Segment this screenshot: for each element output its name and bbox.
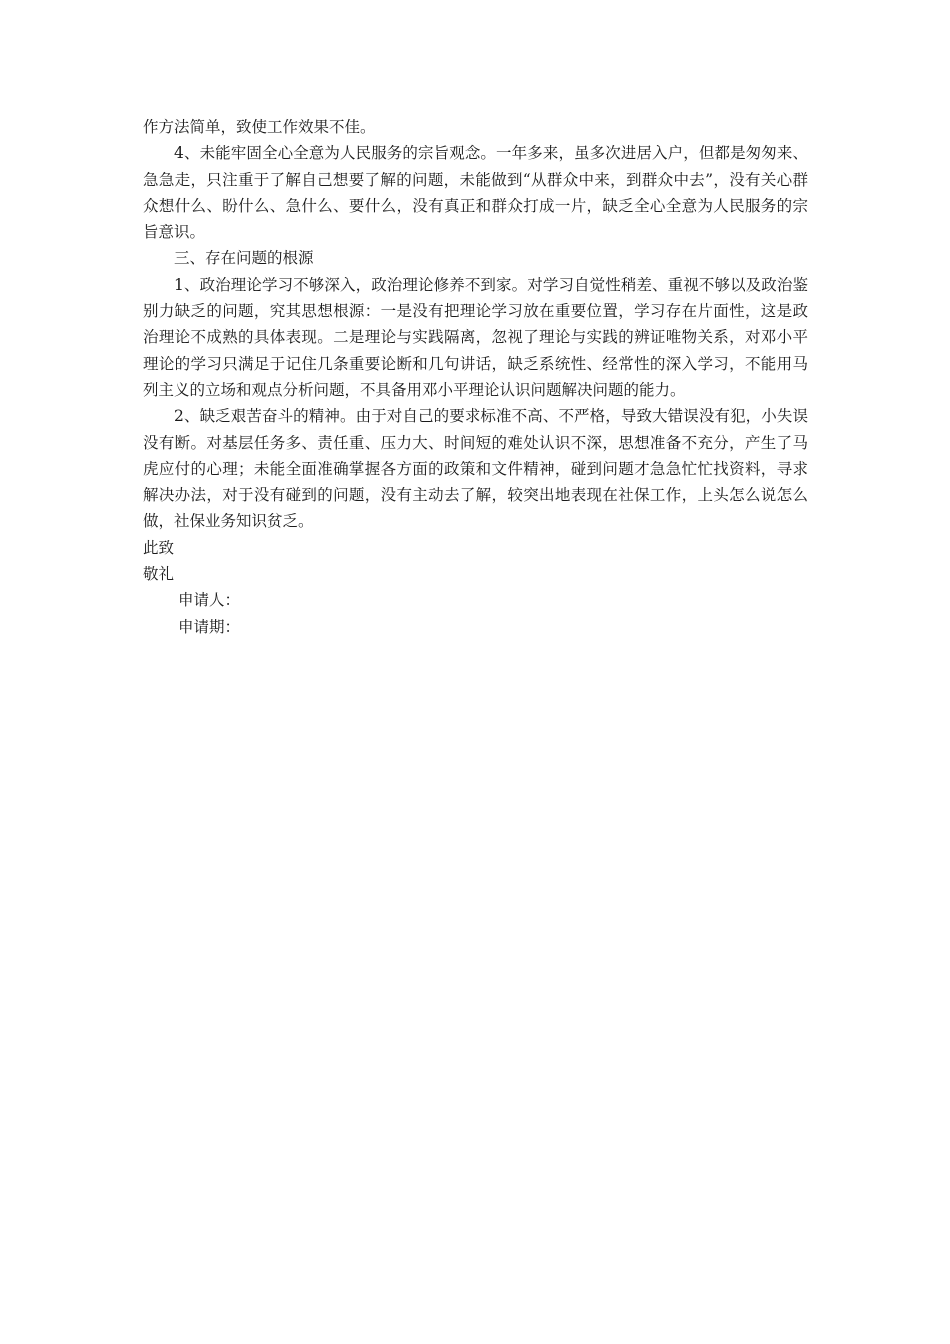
date-label: 申请期：: [178, 617, 241, 636]
paragraph-work-method: 作方法简单，致使工作效果不佳。: [143, 118, 376, 136]
section-heading-root-causes: 三、存在问题的根源: [174, 249, 314, 268]
applicant-label: 申请人：: [178, 591, 241, 610]
paragraph-item-4: 4、未能牢固全心全意为人民服务的宗旨观念。一年多来，虽多次进居入户，但都是匆匆来、急急走，只注重于了解自己想要了解的问题，未能做到“从群众中来，到群众中去”，没有关心群众想什么、盼什么、急什么、要什么，没有真正和群众打成一片，缺乏全心全意为人民服务的宗旨意识。: [143, 144, 808, 242]
paragraph-cause-2: 2、缺乏艰苦奋斗的精神。由于对自己的要求标准不高、不严格，导致大错误没有犯，小失误没有断。对基层任务多、责任重、压力大、时间短的难处认识不深，思想准备不充分，产生了马虎应付的心理；未能全面准确掌握各方面的政策和文件精神，碰到问题才急急忙忙找资料，寻求解决办法，对于没有碰到的问题，没有主动去了解，较突出地表现在社保工作，上头怎么说怎么做，社保业务知识贫乏。: [143, 407, 808, 531]
closing-line: 此致: [143, 538, 175, 557]
document-page: [143, 114, 808, 640]
salutation-line: 敬礼: [143, 565, 175, 584]
paragraph-cause-1: 1、政治理论学习不够深入，政治理论修养不到家。对学习自觉性稍差、重视不够以及政治鉴别力缺乏的问题，究其思想根源：一是没有把理论学习放在重要位置，学习存在片面性，这是政治理论不成熟的具体表现。二是理论与实践隔离，忽视了理论与实践的辨证唯物关系，对邓小平理论的学习只满足于记住几条重要论断和几句讲话，缺乏系统性、经常性的深入学习，不能用马列主义的立场和观点分析问题，不具备用邓小平理论认识问题解决问题的能力。: [143, 275, 808, 399]
